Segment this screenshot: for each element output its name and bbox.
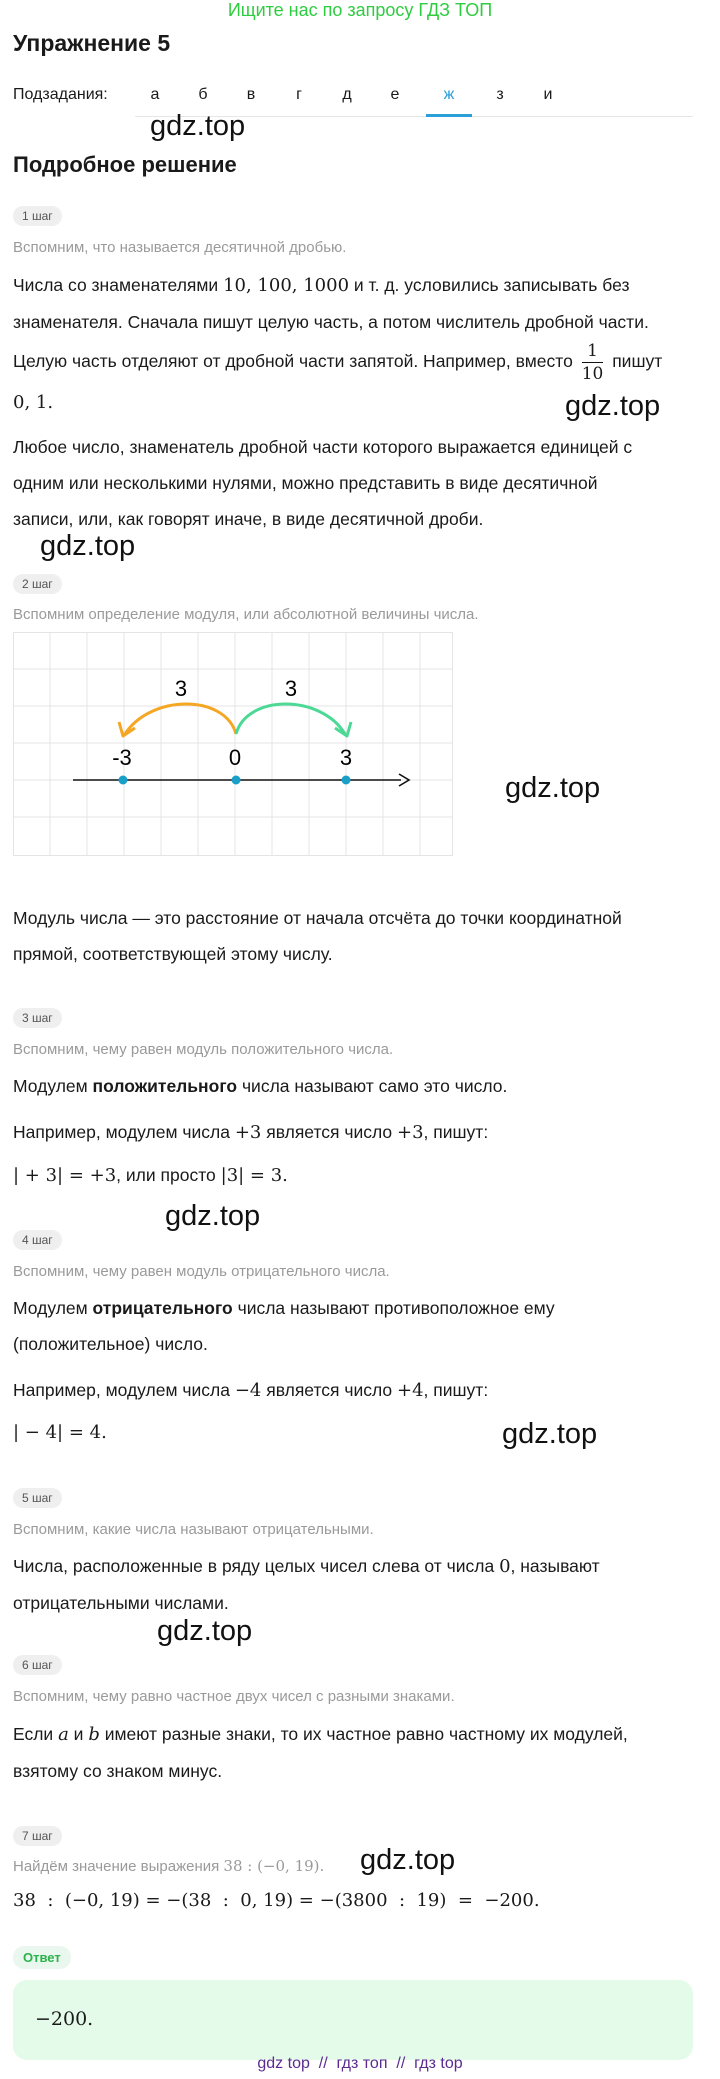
step3-formula: | + 3| = +3, или просто |3| = 3. <box>13 1165 288 1186</box>
step-badge-4: 4 шаг <box>13 1230 62 1250</box>
step-hint-6: Вспомним, чему равно частное двух чисел с разными знаками. <box>13 1688 455 1705</box>
page-title: Упражнение 5 <box>13 30 171 56</box>
promo-banner[interactable]: Ищите нас по запросу ГДЗ ТОП <box>227 0 493 20</box>
point-label-0: 0 <box>228 745 242 770</box>
step-hint-5: Вспомним, какие числа называют отрицательными. <box>13 1521 374 1538</box>
point-label-minus-3: -3 <box>112 745 132 770</box>
step-badge-5: 5 шаг <box>13 1488 62 1508</box>
solution-heading: Подробное решение <box>13 152 237 177</box>
step2-paragraph: Модуль числа — это расстояние от начала отсчёта до точки координатной прямой, соответствующей этому числу. <box>13 908 622 964</box>
step4-example: Например, модулем числа −4 является число +4, пишут: <box>13 1380 489 1401</box>
step3-paragraph: Модулем положительного числа называют само это число. <box>13 1076 508 1096</box>
step-badge-2: 2 шаг <box>13 574 62 594</box>
fraction-one-tenth: $\frac{1}{10}$ <box>581 341 604 384</box>
tab-subtask-zh[interactable]: ж <box>443 86 455 103</box>
point-label-3: 3 <box>339 745 353 770</box>
left-arc-label: 3 <box>174 676 188 701</box>
point-3 <box>342 776 351 785</box>
step-badge-3: 3 шаг <box>13 1008 62 1028</box>
subtasks-label: Подзадания: <box>13 86 108 103</box>
tab-subtask-d[interactable]: д <box>342 86 352 103</box>
answer-value: −200. <box>35 2008 94 2030</box>
step1-paragraph-1: Числа со знаменателями 10, 100, 1000 и т. д. условились записывать без знаменателя. Сначала пишут целую часть, а потом числитель дробной части. Целую часть отделяют от дробной части запятой. Например, вместо $\frac{1}{10}$ пишут 0, 1. <box>13 275 663 413</box>
watermark: gdz.top <box>565 390 661 422</box>
step-badge-6: 6 шаг <box>13 1655 62 1675</box>
step4-formula: | − 4| = 4. <box>13 1422 107 1443</box>
tab-subtask-i[interactable]: и <box>543 86 553 103</box>
step-hint-3: Вспомним, чему равен модуль положительного числа. <box>13 1041 394 1058</box>
watermark: gdz.top <box>165 1200 261 1232</box>
tab-subtask-g[interactable]: г <box>296 86 302 103</box>
right-arc <box>236 704 345 734</box>
step-badge-1: 1 шаг <box>13 206 62 226</box>
tab-subtask-a[interactable]: а <box>150 86 160 103</box>
footer-links[interactable]: gdz top // гдз топ // гдз top <box>257 2055 463 2072</box>
step6-paragraph: Если a и b имеют разные знаки, то их частное равно частному их модулей, взятому со знаком минус. <box>13 1724 628 1781</box>
watermark: gdz.top <box>360 1844 456 1876</box>
grid <box>13 632 453 856</box>
answer-badge: Ответ <box>13 1946 71 1969</box>
tab-subtask-b[interactable]: б <box>198 86 208 103</box>
tab-subtask-v[interactable]: в <box>246 86 256 103</box>
math-denominators: 10, 100, 1000 <box>223 275 350 296</box>
left-arc <box>125 704 236 734</box>
watermark: gdz.top <box>502 1418 598 1450</box>
step4-paragraph: Модулем отрицательного числа называют противоположное ему (положительное) число. <box>13 1298 555 1354</box>
answer-box <box>13 1980 693 2060</box>
active-tab-indicator <box>426 114 472 117</box>
tab-subtask-z[interactable]: з <box>496 86 504 103</box>
watermark: gdz.top <box>505 772 601 804</box>
number-line-figure <box>13 632 453 856</box>
step-badge-7: 7 шаг <box>13 1826 62 1846</box>
point-0 <box>232 776 241 785</box>
step7-equation: 38 : (−0, 19) = −(38 : 0, 19) = −(3800 : 19) = −200. <box>13 1890 540 1911</box>
watermark: gdz.top <box>157 1615 253 1647</box>
step-hint-2: Вспомним определение модуля, или абсолютной величины числа. <box>13 606 479 623</box>
step-hint-1: Вспомним, что называется десятичной дробью. <box>13 239 347 256</box>
step-hint-7: Найдём значение выражения 38 : (−0, 19). <box>13 1857 325 1875</box>
step-hint-4: Вспомним, чему равен модуль отрицательного числа. <box>13 1263 390 1280</box>
watermark: gdz.top <box>40 530 136 562</box>
step3-example: Например, модулем числа +3 является число +3, пишут: <box>13 1122 489 1143</box>
watermark: gdz.top <box>150 110 246 142</box>
point-minus-3 <box>119 776 128 785</box>
step1-paragraph-2: Любое число, знаменатель дробной части которого выражается единицей с одним или несколькими нулями, можно представить в виде десятичной записи, или, как говорят иначе, в виде десятичной дроби. <box>13 437 633 529</box>
tab-subtask-e[interactable]: е <box>390 86 400 103</box>
step5-paragraph: Числа, расположенные в ряду целых чисел слева от числа 0, называют отрицательными числами. <box>13 1556 600 1613</box>
right-arc-label: 3 <box>284 676 298 701</box>
